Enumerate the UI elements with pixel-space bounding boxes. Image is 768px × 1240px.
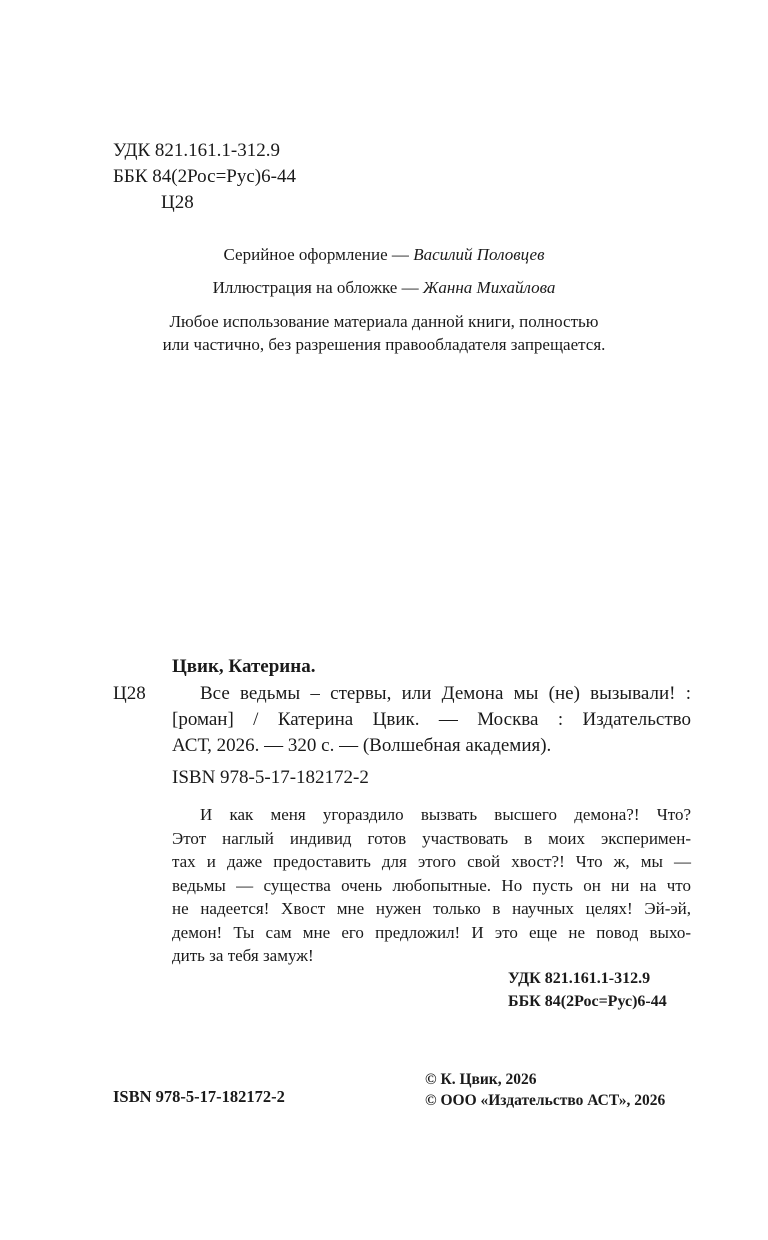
copyright-publisher: © ООО «Издательство АСТ», 2026: [425, 1092, 666, 1109]
card-description-cont: [172, 707, 691, 759]
card-description-line: АСТ, 2026. — 320 с. — (Волшебная академия).: [172, 735, 552, 756]
cover-credit-name: Жанна Михайлова: [422, 278, 556, 297]
annotation-line: И как меня угораздило вызвать высшего демона?! Что?: [200, 805, 691, 824]
series-credit-name: Василий Половцев: [413, 245, 545, 264]
annotation-line: Этот наглый индивид готов участвовать в моих эксперимен-: [172, 828, 691, 848]
bottom-udk-code: УДК 821.161.1-312.9: [508, 970, 651, 987]
author-mark: Ц28: [161, 192, 194, 213]
usage-notice-line: Любое использование материала данной книги, полностью: [169, 312, 599, 331]
usage-notice: [0, 310, 768, 356]
card-description-line: [роман] / Катерина Цвик. — Москва : Издательство: [172, 709, 691, 730]
usage-notice-line: или частично, без разрешения правообладателя запрещается.: [162, 335, 606, 354]
cover-credit: [0, 277, 768, 299]
card-mark: Ц28: [113, 683, 146, 704]
annotation-line: демон! Ты сам мне его предложил! И это еще не повод выхо-: [172, 922, 691, 942]
series-credit: [0, 244, 768, 266]
card-author: Цвик, Катерина.: [172, 656, 316, 677]
annotation-line: тах и даже предоставить для этого свой хвост?! Что ж, мы —: [172, 852, 691, 871]
annotation-line: дить за тебя замуж!: [172, 946, 314, 965]
card-description-line: Все ведьмы – стервы, или Демона мы (не) вызывали! :: [200, 683, 691, 704]
cover-credit-label: Иллюстрация на обложке —: [212, 278, 423, 297]
copyright-author: © К. Цвик, 2026: [425, 1071, 537, 1088]
annotation-line: ведьмы — существа очень любопытные. Но пусть он ни на что: [172, 875, 691, 895]
bbk-code: ББК 84(2Рос=Рус)6-44: [113, 166, 296, 187]
annotation: [172, 803, 691, 968]
card-description: [200, 681, 691, 707]
card-isbn: ISBN 978-5-17-182172-2: [172, 767, 369, 788]
annotation-line: не надеется! Хвост мне нужен только в научных целях! Эй-эй,: [172, 899, 691, 918]
series-credit-label: Серийное оформление —: [223, 245, 414, 264]
udk-code: УДК 821.161.1-312.9: [113, 140, 280, 161]
bottom-bbk-code: ББК 84(2Рос=Рус)6-44: [508, 993, 667, 1010]
footer-isbn: ISBN 978-5-17-182172-2: [113, 1087, 285, 1106]
